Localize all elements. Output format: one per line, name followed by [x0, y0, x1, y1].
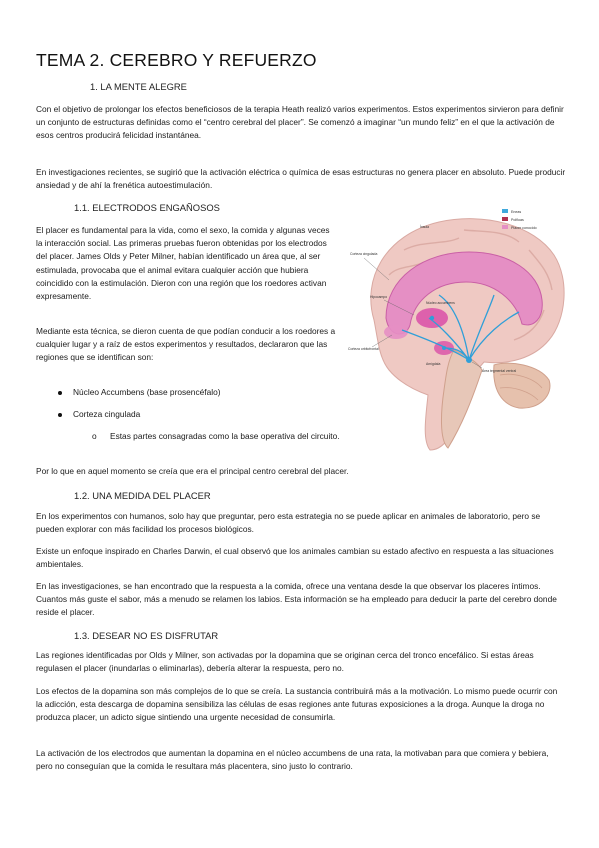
legend-label: Eneas — [511, 210, 522, 214]
annotation-label: Corteza cingulada — [350, 252, 378, 256]
bullet-item-cingulate: Corteza cingulada — [73, 409, 141, 419]
paragraph-1-1-1: El placer es fundamental para la vida, como el sexo, la comida y algunas veces la interacción social. Las primeras pruebas fueron obtenidas por los electrodos del placer. James Olds y Peter Milner, habían identificado un área que, al ser estimulada, provocaba que el animal evitara cualquier acción que hubiera coincidido con la estimulación. Dieron con una región que los roedores activan expresamente. — [36, 225, 330, 302]
paragraph-1-2-3: En las investigaciones, se han encontrado que la respuesta a la comida, ofrece una ventana desde la que observar los placeres íntimos. Cuantos más guste el sabor, más a menudo se relamen los labios. Esta información se ha empleado para deducir la parte del cerebro donde reside el placer. — [36, 581, 557, 618]
page-title: TEMA 2. CEREBRO Y REFUERZO — [36, 50, 317, 70]
legend-swatch — [502, 217, 508, 221]
paragraph-1-3-2: Los efectos de la dopamina son más complejos de lo que se creía. La sustancia contribuirá más a la motivación. Lo mismo puede ocurrir con la adicción, esta descarga de dopamina sensibiliza las células de esas regiones ante futuras exposiciones a la droga. Aunque la droga no produzca placer, un adicto sigue sintiendo una urgente necesidad de consumirla. — [36, 686, 558, 723]
annotation-label: Área tegmental ventral — [482, 369, 517, 373]
section-heading-1-1: 1.1. ELECTRODOS ENGAÑOSOS — [74, 202, 220, 213]
section-heading-1-3: 1.3. DESEAR NO ES DISFRUTAR — [74, 630, 219, 641]
paragraph-1-2: En investigaciones recientes, se sugirió que la activación eléctrica o química de esas estructuras no genera placer en absoluto. Puede producir ansiedad y de ahí la frenética autoestimulación. — [36, 167, 566, 191]
orbitofrontal-region — [384, 325, 408, 339]
paragraph-1-2-1: En los experimentos con humanos, solo hay que preguntar, pero esta estrategia no se puede aplicar en animales de laboratorio, pero se pueden explorar con más facilidad los procesos biológicos. — [36, 511, 541, 535]
paragraph-1-3-4: La activación de los electrodos que aumentan la dopamina en el núcleo accumbens de una rata, la motivaban para que comiera y bebiera, pero no conseguían que la comida le resultara más placentera, sino justo lo contrario. — [36, 748, 549, 772]
legend-swatch — [502, 225, 508, 229]
annotation-label: Hipocampo — [370, 295, 388, 299]
annotation-label: Núcleo accumbens — [426, 301, 455, 305]
figure-legend — [502, 209, 537, 230]
annotation-label: Corteza orbitofrontal — [348, 347, 379, 351]
brain-diagram — [344, 200, 572, 455]
paragraph-1-3-1: Las regiones identificadas por Olds y Milner, son activadas por la dopamina que se originan cerca del tronco encefálico. Si estas áreas regulasen el placer (inundarlas o eliminarlas), debería alterar la respuesta, pero no. — [36, 650, 534, 674]
legend-label: Placer conocido — [511, 226, 537, 230]
paragraph-1-2-2: Existe un enfoque inspirado en Charles Darwin, el cual observó que los animales cambian su estado afectivo en respuesta a las situaciones ambientales. — [36, 546, 554, 570]
vta-node — [466, 357, 472, 363]
paragraph-1-1-2: Mediante esta técnica, se dieron cuenta de que podían conducir a los roedores a cualquier lugar y a raíz de estos experimentos y resultados, declararon que las regiones que se identifican son: — [36, 326, 336, 363]
sub-bullet-marker: o — [92, 431, 97, 441]
section-heading-1-2: 1.2. UNA MEDIDA DEL PLACER — [74, 490, 211, 501]
annotation-label: Ínsula — [420, 225, 430, 229]
sub-bullet-item: Estas partes consagradas como la base operativa del circuito. — [110, 431, 340, 441]
legend-swatch — [502, 209, 508, 213]
annotation-label: Amígdala — [426, 362, 441, 366]
bullet-marker — [58, 391, 62, 395]
bullet-marker — [58, 413, 62, 417]
paragraph-1-1: Con el objetivo de prolongar los efectos beneficiosos de la terapia Heath realizó varios experimentos. Estos experimentos sirvieron para definir un conjunto de estructuras definidas como el “centro cerebral del placer”. Se comenzó a imaginar “un mundo feliz” en el que la activación de esos centros producirá felicidad instantánea. — [36, 104, 564, 141]
paragraph-1-1-3: Por lo que en aquel momento se creía que era el principal centro cerebral del placer. — [36, 466, 349, 476]
legend-label: Polfloas — [511, 218, 524, 222]
section-heading-1: 1. LA MENTE ALEGRE — [90, 81, 187, 92]
brain-illustration — [344, 200, 572, 455]
bullet-item-accumbens: Núcleo Accumbens (base prosencéfalo) — [73, 387, 221, 397]
